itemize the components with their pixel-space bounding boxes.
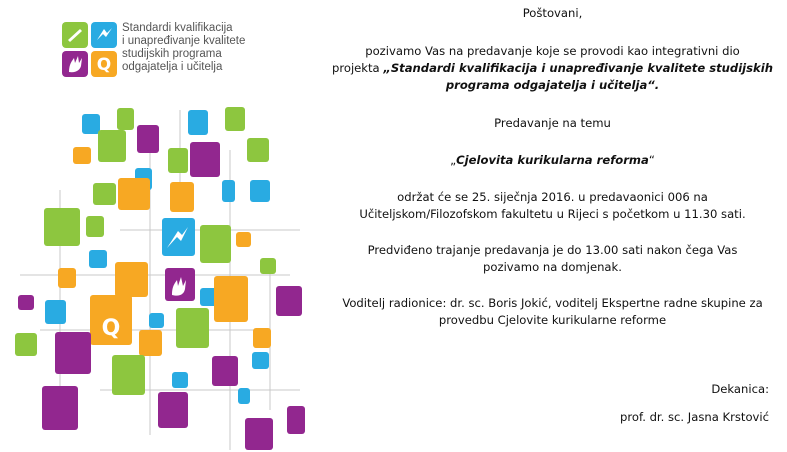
topic-line bbox=[318, 153, 787, 168]
workshop-lead-line: provedbu Cjelovite kurikularne reforme bbox=[438, 313, 667, 327]
duration-line: Predviđeno trajanje predavanja je do 13.00 sati nakon čega Vas bbox=[367, 243, 738, 257]
topic-close-quote: “ bbox=[648, 153, 655, 167]
lecture-topic: Cjelovita kurikularna reforma bbox=[456, 153, 649, 167]
logo-line: studijskih programa bbox=[122, 48, 222, 60]
logo-line: i unapređivanje kvalitete bbox=[122, 35, 246, 47]
topic-intro: Predavanje na temu bbox=[494, 116, 611, 130]
logo-line: Standardi kvalifikacija bbox=[122, 22, 233, 34]
duration-line: pozivamo na domjenak. bbox=[483, 260, 622, 274]
intro-line: pozivamo Vas na predavanje koje se provodi kao integrativni dio bbox=[365, 44, 740, 58]
greeting: Poštovani, bbox=[522, 6, 583, 20]
svg-text:Q: Q bbox=[101, 316, 121, 341]
project-name-suffix: “. bbox=[647, 78, 660, 92]
logo-tiles-icon bbox=[60, 20, 120, 80]
svg-text:Q: Q bbox=[96, 55, 112, 75]
invitation-letter bbox=[318, 0, 787, 452]
workshop-lead-line: Voditelj radionice: dr. sc. Boris Jokić, voditelj Ekspertne radne skupine za bbox=[342, 296, 763, 310]
decorative-tile-mosaic bbox=[0, 90, 330, 452]
project-logo bbox=[60, 20, 280, 82]
date-location-line: održat će se 25. siječnja 2016. u predavaonici 006 na bbox=[397, 190, 708, 204]
intro-project-line bbox=[318, 61, 787, 76]
signature-title: Dekanica: bbox=[711, 382, 769, 396]
signature-name: prof. dr. sc. Jasna Krstović bbox=[620, 410, 769, 424]
logo-line: odgajatelja i učitelja bbox=[122, 61, 223, 73]
brand-panel bbox=[0, 0, 330, 452]
logo-text bbox=[122, 22, 282, 74]
project-name: „Standardi kvalifikacija i unapređivanje kvalitete studijskih bbox=[383, 61, 773, 75]
project-name-continued: programa odgajatelja i učitelja bbox=[445, 78, 648, 92]
topic-open-quote: „ bbox=[450, 153, 457, 167]
project-name-line bbox=[318, 78, 787, 93]
date-location-line: Učiteljskom/Filozofskom fakultetu u Rijeci s početkom u 11.30 sati. bbox=[359, 207, 746, 221]
intro-prefix: projekta bbox=[331, 61, 384, 75]
